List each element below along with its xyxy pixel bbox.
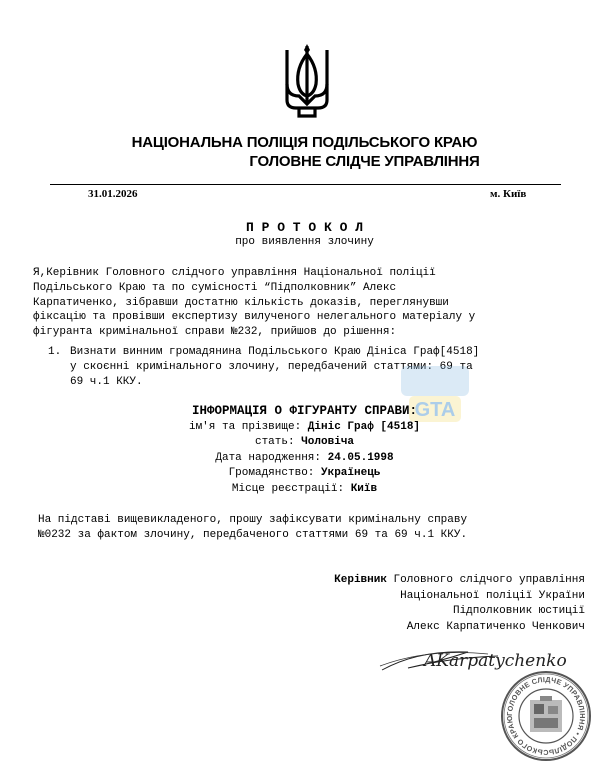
header-divider [50, 184, 561, 185]
official-stamp [500, 670, 592, 762]
signatory-role: Керівник [334, 574, 387, 586]
decision-list [48, 345, 588, 389]
registration-value: Київ [350, 482, 378, 495]
dob-value: 24.05.1998 [327, 451, 394, 464]
document-title: П Р О Т О К О Л [245, 220, 364, 235]
suspect-info-heading: ІНФОРМАЦІЯ О ФІГУРАНТУ СПРАВИ: [191, 404, 418, 418]
suspect-info-block [0, 404, 609, 497]
organization-title-line2: ГОЛОВНЕ СЛІДЧЕ УПРАВЛІННЯ [249, 153, 480, 170]
suspect-name-row [0, 420, 609, 436]
citizenship-label: Громадянство: [228, 467, 321, 479]
list-item-number: 1. [48, 346, 62, 358]
signatory-rank-line: Підполковник юстиції [452, 605, 585, 617]
suspect-sex-row [0, 435, 609, 451]
signatory-name-line: Алекс Карпатиченко Ченкович [406, 620, 585, 633]
list-item-text: Визнати винним громадянина Подільського Краю Дініса Граф[4518] у скоєнні кримінального злочину, передбачений статтями: та 69 ч.1 ККУ. [70, 346, 480, 388]
suspect-dob-row [0, 451, 609, 467]
suspect-citizenship-row [0, 466, 609, 482]
signatory-org-line: Національної поліції України [400, 589, 585, 602]
name-value: Дініс Граф [4518] [307, 420, 421, 433]
watermark-text: GTA [414, 399, 456, 421]
document-subtitle: про виявлення злочину [235, 236, 374, 248]
sex-label: стать: [254, 436, 302, 448]
stamp-text: ГОЛОВНЕ СЛІДЧЕ УПРАВЛІННЯ • ПОДІЛЬСЬКОГО КРАЮ [504, 674, 588, 758]
sex-value: Чоловіча [301, 436, 355, 448]
document-date: 31.01.2026 [88, 188, 138, 200]
citizenship-value: Українець [321, 467, 381, 479]
signatory-role-line [200, 573, 585, 589]
registration-label: Місце реєстрації: [231, 482, 351, 495]
name-label: ім'я та прізвище: [188, 420, 308, 433]
signatory-role-rest: Головного слідчого управління [386, 574, 585, 586]
signature-text: AKarpatychenko [424, 651, 567, 671]
closing-paragraph: На підставі вищевикладеного, прошу зафіксувати кримінальну справу №0232 за фактом злочину, передбаченого статтями 69 та 69 ч.1 ККУ. [38, 514, 468, 541]
organization-title-line1: НАЦІОНАЛЬНА ПОЛІЦІЯ ПОДІЛЬСЬКОГО КРАЮ [131, 134, 478, 151]
trident-emblem-icon [282, 44, 332, 120]
suspect-registration-row [0, 482, 609, 498]
document-city: м. Київ [490, 188, 527, 200]
dob-label: Дата народження: [215, 451, 328, 464]
intro-paragraph: Я,Керівник Головного слідчого управління Національної поліції Подільського Краю та по сумісності “Підполковник” Алекс Карпатиченко, зібравши достатню кількість доказів, переглянувши фіксацію та провівши експертизу вилученого нелегального матеріалу у фігуранта кримінальної справи №232, прийшов до рішення: [33, 267, 476, 339]
list-item [48, 345, 588, 389]
signature-block [200, 573, 585, 635]
